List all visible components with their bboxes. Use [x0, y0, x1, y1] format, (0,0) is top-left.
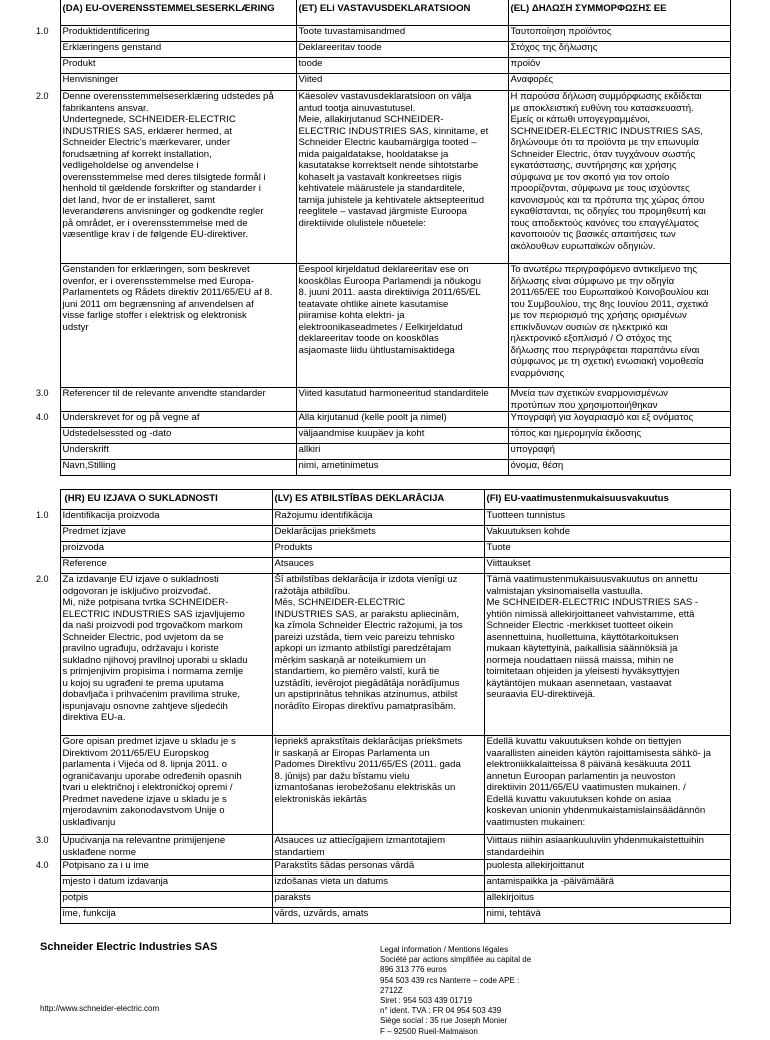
cell-hr: proizvoda	[60, 542, 272, 558]
table-header-row	[38, 0, 730, 26]
cell-lv: Iepriekš aprakstītais deklarācijas priekšmets ir saskaņā ar Eiropas Parlamenta un Padomes Direktīvu 2011/65/ES (2011. gada 8. jūnijs) par dažu bīstamu vielu izmantošanas ierobežošanu elektriskās un elektroniskās iekārtās	[272, 736, 484, 835]
row-number	[36, 558, 58, 574]
cell-fi: Tuote	[484, 542, 730, 558]
row-number: 1.0	[36, 510, 58, 526]
row-number: 2.0	[36, 574, 58, 736]
cell-fi: nimi, tehtävä	[484, 908, 730, 924]
cell-da: Henvisninger	[60, 74, 296, 91]
cell-el: Το ανωτέρω περιγραφόμενο αντικείμενο της δήλωσης είναι σύμφωνο με την οδηγία 2011/65/ΕΕ του Ευρωπαϊκού Κοινοβουλίου και του Συμβουλίου, της 8ης Ιουνίου 2011, σχετικά με τον περιορισμό της χρήσης ορισμένων επικίνδυνων ουσιών σε ηλεκτρικό και ηλεκτρονικό εξοπλισμό / Ο στόχος της δήλωσης που περιγράφεται παραπάνω είναι σύμφωνος με τη σχετική ενωσιακή νομοθεσία εναρμόνισης	[508, 264, 730, 388]
cell-fi: Tämä vaatimustenmukaisuusvakuutus on annettu valmistajan yksinomaisella vastuulla. Me SCHNEIDER-ELECTRIC INDUSTRIES SAS - yhtiön nimissä allekirjoittaneet vahvistamme, että Schneider Electric -merkkiset tuotteet oikein asennettuina, huollettuina, käyttötarkoituksen mukaan käytettyinä, paikallisia säännöksiä ja normeja noudattaen niissä maissa, mihin ne toimitetaan ohjeiden ja yleisesti hyväksyttyjen käytäntöjen mukaan asennetaan, vastaavat seuraavia EU-direktiivejä.	[484, 574, 730, 736]
cell-lv: Produkts	[272, 542, 484, 558]
cell-hr: Gore opisan predmet izjave u skladu je s Direktivom 2011/65/EU Europskog parlamenta i Vijeća od 8. lipnja 2011. o ograničavanju uporabe određenih opasnih tvari u električnoj i elektroničkoj opremi / Predmet navedene izjave u skladu je s mjerodavnim zakonodavstvom Unije o usklađivanju	[60, 736, 272, 835]
cell-et: toode	[296, 58, 508, 74]
cell-el: Αναφορές	[508, 74, 730, 91]
declaration-table-da-et-el	[38, 0, 731, 476]
row-number	[36, 876, 58, 892]
header-da: (DA) EU-OVERENSSTEMMELSESERKLÆRING	[60, 0, 296, 26]
cell-et: Toote tuvastamisandmed	[296, 26, 508, 42]
cell-lv: Šī atbilstības deklarācija ir izdota vienīgi uz ražotāja atbildību. Mēs, SCHNEIDER-ELECTRIC INDUSTRIES SAS, ar parakstu apliecinām, ka zīmola Schneider Electric ražojumi, ja tos pareizi uzstāda, tiem veic pareizu tehnisko apkopi un izmanto atbilstīgi paredzētajam mērķim saskaņā ar noteikumiem un standartiem, ko piemēro valstī, kurā tie uzstādīti, ievērojot piegādātāja norādījumus un apstiprinātus tehnikas atzinumus, atbilst norādīto Eiropas direktīvu pamatprasībām.	[272, 574, 484, 736]
cell-el: Στόχος της δήλωσης	[508, 42, 730, 58]
cell-fi: Viittaus niihin asiaankuuluviin yhdenmukaistettuihin standardeihin	[484, 835, 730, 860]
table-header-row	[38, 490, 730, 510]
cell-hr: Upućivanja na relevantne primijenjene usklađene norme	[60, 835, 272, 860]
header-lv: (LV) ES ATBILSTĪBAS DEKLARĀCIJA	[272, 490, 484, 510]
cell-lv: paraksts	[272, 892, 484, 908]
cell-et: allkiri	[296, 444, 508, 460]
table-row	[38, 74, 730, 91]
cell-et: Viited kasutatud harmoneeritud standarditele	[296, 388, 508, 412]
cell-hr: Reference	[60, 558, 272, 574]
row-number	[36, 542, 58, 558]
header-hr: (HR) EU IZJAVA O SUKLADNOSTI	[60, 490, 272, 510]
cell-el: προϊόν	[508, 58, 730, 74]
table-row	[38, 42, 730, 58]
cell-fi: Edellä kuvattu vakuutuksen kohde on tiettyjen vaarallisten aineiden käytön rajoittamisesta sähkö- ja elektroniikkalaitteissa 8 päivänä kesäkuuta 2011 annetun Euroopan parlamentin ja neuvoston direktiivin 2011/65/EU vaatimusten mukainen. / Edellä kuvattu vakuutuksen kohde on asiaa koskevan unionin yhdenmukaistamislainsäädännön vaatimusten mukainen:	[484, 736, 730, 835]
cell-el: τόπος και ημερομηνία έκδοσης	[508, 428, 730, 444]
cell-lv: Parakstīts šādas personas vārdā	[272, 860, 484, 876]
row-number	[36, 460, 58, 476]
cell-el: Υπογραφή για λογαριασμό και εξ ονόματος	[508, 412, 730, 428]
cell-el: όνομα, θέση	[508, 460, 730, 476]
cell-lv: Atsauces	[272, 558, 484, 574]
declaration-table-hr-lv-fi	[38, 489, 731, 924]
cell-lv: Atsauces uz attiecīgajiem izmantotajiem standartiem	[272, 835, 484, 860]
cell-da: Udstedelsessted og -dato	[60, 428, 296, 444]
company-name: Schneider Electric Industries SAS	[40, 941, 218, 953]
cell-da: Underskrift	[60, 444, 296, 460]
table-row	[38, 736, 730, 835]
row-number: 4.0	[36, 412, 58, 428]
row-number	[36, 428, 58, 444]
table-row	[38, 574, 730, 736]
row-number	[36, 526, 58, 542]
cell-et: Eespool kirjeldatud deklareeritav ese on kooskõlas Euroopa Parlamendi ja nõukogu 8. juuni 2011. aasta direktiiviga 2011/65/EL teatavate ohtlike ainete kasutamise piiramise kohta elektri- ja elektroonikaseadmetes / Eelkirjeldatud deklareeritav toode on kooskõlas asjaomaste liidu ühtlustamisaktidega	[296, 264, 508, 388]
cell-et: väljaandmise kuupäev ja koht	[296, 428, 508, 444]
row-number	[36, 444, 58, 460]
cell-da: Underskrevet for og på vegne af	[60, 412, 296, 428]
cell-fi: Viittaukset	[484, 558, 730, 574]
cell-hr: Identifikacija proizvoda	[60, 510, 272, 526]
cell-fi: antamispaikka ja -päivämäärä	[484, 876, 730, 892]
header-et: (ET) ELi VASTAVUSDEKLARATSIOON	[296, 0, 508, 26]
cell-fi: puolesta allekirjoittanut	[484, 860, 730, 876]
cell-hr: ime, funkcija	[60, 908, 272, 924]
cell-el: Ταυτοποίηση προϊόντος	[508, 26, 730, 42]
cell-el: Η παρούσα δήλωση συμμόρφωσης εκδίδεται με αποκλειστική ευθύνη του κατασκευαστή. Εμείς οι κάτωθι υπογεγραμμένοι, SCHNEIDER-ELECTRIC INDUSTRIES SAS, δηλώνουμε ότι τα προϊόντα με την επωνυμία Schneider Electric, όταν τυγχάνουν σωστής εγκατάστασης, συντήρησης και χρήσης σύμφωνα με τον σκοπό για τον οποίο προορίζονται, σύμφωνα με τους ισχύοντες κανονισμούς και τα πρότυπα της χώρας όπου εγκαθίστανται, τις οδηγίες του προμηθευτή και τους αποδεκτούς κανόνες του επαγγέλματος κανοποιούν τις βασικές απαιτήσεις των ακόλουθων ευρωπαϊκών οδηγιών.	[508, 91, 730, 264]
legal-information: Legal information / Mentions légales Société par actions simplifiée au capital de 896 313 776 euros 954 503 439 rcs Nanterre – code APE : 2712Z Siret : 954 503 439 01719 n° ident. TVA : FR 04 954 503 439 Siège social : 35 rue Joseph Monier F – 92500 Rueil-Malmaison	[380, 945, 532, 1036]
cell-hr: Za izdavanje EU izjave o sukladnosti odgovoran je isključivo proizvođač. Mi, niže potpisana tvrtka SCHNEIDER- ELECTRIC INDUSTRIES SAS izjavljujemo da naši proizvodi pod trgovačkom markom Schneider Electric, pod uvjetom da se pravilno ugrađuju, održavaju i koriste sukladno njihovoj pravilnoj uporabi u skladu s primjenjivim propisima i normama zemlje u kojoj su ugrađeni te prema uputama dobavljača i prihvaćenim pravilima struke, ispunjavaju osnovne zahtjeve sljedećih direktiva EU-a.	[60, 574, 272, 736]
header-el: (EL) ΔΗΛΩΣΗ ΣΥΜΜΟΡΦΩΣΗΣ ΕΕ	[508, 0, 730, 26]
table-row	[38, 444, 730, 460]
cell-da: Erklæringens genstand	[60, 42, 296, 58]
table-row	[38, 558, 730, 574]
table-row	[38, 835, 730, 860]
row-number	[36, 908, 58, 924]
row-number	[36, 42, 58, 58]
row-number	[36, 58, 58, 74]
cell-et: Viited	[296, 74, 508, 91]
cell-lv: izdošanas vieta un datums	[272, 876, 484, 892]
table-row	[38, 428, 730, 444]
table-row	[38, 264, 730, 388]
row-number: 4.0	[36, 860, 58, 876]
table-row	[38, 876, 730, 892]
cell-da: Produktidentificering	[60, 26, 296, 42]
cell-hr: potpis	[60, 892, 272, 908]
row-number: 3.0	[36, 835, 58, 860]
table-row	[38, 510, 730, 526]
cell-da: Denne overensstemmelseserklæring udstedes på fabrikantens ansvar. Undertegnede, SCHNEIDER-ELECTRIC INDUSTRIES SAS, erklærer hermed, at Schneider Electric's mærkevarer, under forudsætning af korrekt installation, vedligeholdelse og anvendelse i overensstemmelse med deres tilsigtede formål i henhold til gældende forskrifter og standarder i det land, hvor de er installeret, samt leverandørens anvisninger og godkendte regler på området, er i overensstemmelse med de væsentlige krav i de følgende EU-direktiver.	[60, 91, 296, 264]
cell-da: Referencer til de relevante anvendte standarder	[60, 388, 296, 412]
table-row	[38, 58, 730, 74]
row-number: 3.0	[36, 388, 58, 412]
cell-fi: Vakuutuksen kohde	[484, 526, 730, 542]
cell-fi: allekirjoitus	[484, 892, 730, 908]
row-number	[36, 892, 58, 908]
table-row	[38, 412, 730, 428]
table-row	[38, 526, 730, 542]
cell-et: nimi, ametinimetus	[296, 460, 508, 476]
cell-lv: Ražojumu identifikācija	[272, 510, 484, 526]
row-number	[36, 74, 58, 91]
cell-da: Produkt	[60, 58, 296, 74]
cell-el: Μνεία των σχετικών εναρμονισμένων προτύπων που χρησιμοποιήθηκαν	[508, 388, 730, 412]
cell-et: Deklareeritav toode	[296, 42, 508, 58]
table-row	[38, 908, 730, 924]
cell-hr: Potpisano za i u ime	[60, 860, 272, 876]
cell-da: Genstanden for erklæringen, som beskrevet ovenfor, er i overensstemmelse med Europa- Parlamentets og Rådets direktiv 2011/65/EU af 8. juni 2011 om begrænsning af anvendelsen af visse farlige stoffer i elektrisk og elektronisk udstyr	[60, 264, 296, 388]
table-row	[38, 892, 730, 908]
cell-lv: Deklarācijas priekšmets	[272, 526, 484, 542]
cell-et: Alla kirjutanud (kelle poolt ja nimel)	[296, 412, 508, 428]
header-fi: (FI) EU-vaatimustenmukaisuusvakuutus	[484, 490, 730, 510]
company-website-link[interactable]: http://www.schneider-electric.com	[40, 1004, 160, 1013]
row-number: 2.0	[36, 91, 58, 264]
row-number	[36, 264, 58, 388]
table-row	[38, 91, 730, 264]
row-number	[36, 736, 58, 835]
table-row	[38, 860, 730, 876]
cell-et: Käesolev vastavusdeklaratsioon on välja antud tootja ainuvastutusel. Meie, allakirjutanud SCHNEIDER- ELECTRIC INDUSTRIES SAS, kinnitame, et Schneider Electric kaubamärgiga tooted – mida paigaldatakse, hooldatakse ja kasutatakse korrektselt nende sihtotstarbe kohaselt ja vastavalt konkreetses riigis kehtivatele määrustele ja standarditele, tarnija juhistele ja kehtivatele aktsepteeritud reeglitele – vastavad järgmiste Euroopa direktiivide olulistele nõuetele:	[296, 91, 508, 264]
cell-hr: mjesto i datum izdavanja	[60, 876, 272, 892]
cell-da: Navn,Stilling	[60, 460, 296, 476]
table-row	[38, 26, 730, 42]
table-row	[38, 388, 730, 412]
cell-el: υπογραφή	[508, 444, 730, 460]
table-row	[38, 460, 730, 476]
cell-fi: Tuotteen tunnistus	[484, 510, 730, 526]
row-number	[36, 0, 58, 26]
cell-lv: vārds, uzvārds, amats	[272, 908, 484, 924]
row-number: 1.0	[36, 26, 58, 42]
table-row	[38, 542, 730, 558]
row-number	[36, 490, 58, 510]
cell-hr: Predmet izjave	[60, 526, 272, 542]
